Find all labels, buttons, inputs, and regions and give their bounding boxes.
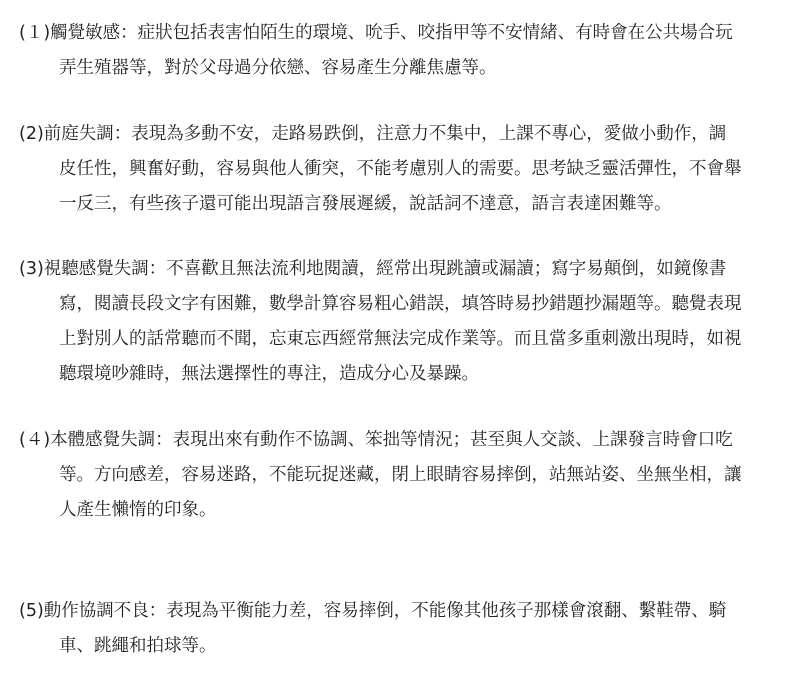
list-item-2-line-2 <box>59 158 742 180</box>
list-item-2-text-1: 前庭失調：表現為多動不安，走路易跌倒，注意力不集中，上課不專心，愛做小動作，調 <box>43 124 727 144</box>
list-item-3-text-3: 上對別人的話常聽而不聞，忘東忘西經常無法完成作業等。而且當多重刺激出現時，如視 <box>59 329 742 349</box>
list-item-3-text-2: 寫，閱讀長段文字有困難，數學計算容易粗心錯誤，填答時易抄錯題抄漏題等。聽覺表現 <box>59 294 742 314</box>
list-item-4-line-2 <box>59 464 742 486</box>
list-item-3-line-2 <box>59 293 742 315</box>
list-item-5-line-2 <box>59 635 217 657</box>
list-item-5-line-1 <box>19 600 726 622</box>
list-item-5-text-2: 車、跳繩和拍球等。 <box>59 636 217 656</box>
list-item-3-line-1 <box>19 258 726 280</box>
list-item-5-text-1: 動作協調不良：表現為平衡能力差，容易摔倒，不能像其他孩子那樣會滾翻、繫鞋帶、騎 <box>43 601 727 621</box>
list-item-4-line-3 <box>59 499 217 521</box>
list-item-3-line-3 <box>59 328 742 350</box>
list-item-2-line-3 <box>59 193 672 215</box>
list-item-3-number: (3) <box>19 259 44 279</box>
list-item-4-text-2: 等。方向感差，容易迷路，不能玩捉迷藏，閉上眼睛容易摔倒，站無站姿、坐無坐相，讓 <box>59 465 742 485</box>
list-item-5-number: (5) <box>19 601 44 621</box>
list-item-1-text-2: 弄生殖器等，對於父母過分依戀、容易產生分離焦慮等。 <box>59 58 497 78</box>
list-item-2-text-3: 一反三，有些孩子還可能出現語言發展遲緩，說話詞不達意，語言表達困難等。 <box>59 194 672 214</box>
list-item-1-text-1: 觸覺敏感：症狀包括表害怕陌生的環境、吮手、咬指甲等不安情緒、有時會在公共場合玩 <box>50 23 733 43</box>
list-item-3-line-4 <box>59 363 479 385</box>
list-item-4-number: (４) <box>19 430 51 450</box>
list-item-2-text-2: 皮任性，興奮好動，容易與他人衝突，不能考慮別人的需要。思考缺乏靈活彈性，不會舉 <box>59 159 742 179</box>
list-item-3-text-1: 視聽感覺失調：不喜歡且無法流利地閱讀，經常出現跳讀或漏讀；寫字易顛倒，如鏡像書 <box>43 259 727 279</box>
list-item-1-line-2 <box>59 57 497 79</box>
list-item-4-text-3: 人產生懶惰的印象。 <box>59 500 217 520</box>
list-item-1-line-1 <box>19 22 733 44</box>
list-item-2-line-1 <box>19 123 726 145</box>
list-item-4-line-1 <box>19 429 733 451</box>
list-item-4-text-1: 本體感覺失調：表現出來有動作不協調、笨拙等情況；甚至與人交談、上課發言時會口吃 <box>50 430 733 450</box>
list-item-3-text-4: 聽環境吵雜時，無法選擇性的專注，造成分心及暴躁。 <box>59 364 479 384</box>
list-item-2-number: (2) <box>19 124 44 144</box>
list-item-1-number: (１) <box>19 23 51 43</box>
